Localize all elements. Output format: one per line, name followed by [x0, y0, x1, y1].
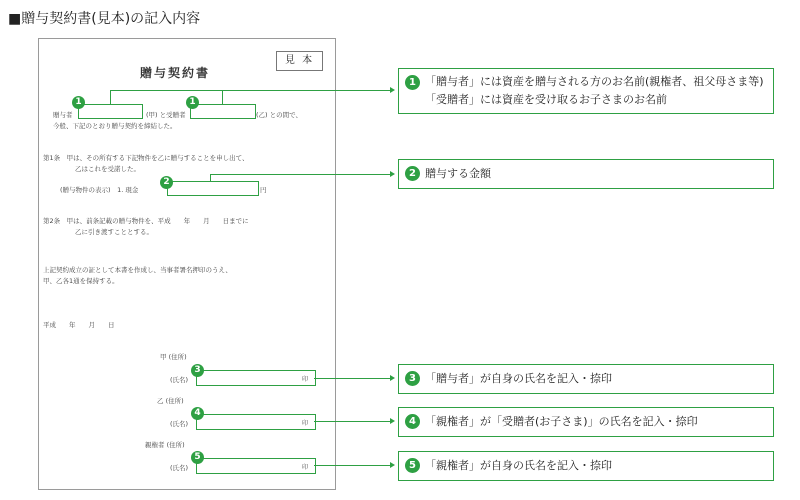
yen-label: 円 [260, 186, 267, 194]
contract-intro: 今般、下記のとおり贈与契約を締結した。 [53, 122, 177, 130]
seal-mark: 印 [302, 464, 309, 471]
article2-line2: 乙に引き渡すこととする。 [75, 228, 153, 236]
seal-mark: 印 [302, 376, 309, 383]
sample-stamp: 見 本 [276, 51, 323, 71]
callout-3-text: 「贈与者」が自身の氏名を記入・捺印 [425, 372, 612, 385]
ko-label: (甲) と受贈者 [146, 111, 186, 119]
date-line: 平成 年 月 日 [43, 321, 115, 329]
recipient-name-field [190, 104, 256, 119]
arrow-icon [390, 87, 395, 93]
article2-line1: 第2条 甲は、前条記載の贈与物件を、平成 年 月 日までに [43, 217, 249, 225]
callout-1 [398, 68, 774, 114]
page-heading: ■贈与契約書(見本)の記入内容 [8, 11, 201, 27]
marker-2: 2 [160, 176, 173, 189]
gift-label: (贈与物件の表示) 1. 現金 [60, 186, 139, 194]
callout-4 [398, 407, 774, 437]
closing-line1: 上記契約成立の証として本書を作成し、当事者署名押印のうえ、 [43, 266, 232, 274]
marker-4: 4 [191, 407, 204, 420]
marker-3: 3 [191, 364, 204, 377]
ko-address-label: 甲 (住所) [160, 353, 187, 361]
connector-line [110, 90, 111, 104]
arrow-icon [390, 375, 395, 381]
otsu-address-label: 乙 (住所) [157, 397, 184, 405]
marker-5: 5 [191, 451, 204, 464]
callout-4-number: 4 [405, 414, 420, 429]
connector-line [210, 174, 211, 181]
connector-line [210, 174, 390, 175]
callout-2-number: 2 [405, 166, 420, 181]
connector-line [314, 465, 390, 466]
connector-line [110, 90, 390, 91]
callout-5-number: 5 [405, 458, 420, 473]
seal-mark: 印 [302, 420, 309, 427]
donor-name-field [78, 104, 143, 119]
callout-1-number: 1 [405, 75, 420, 90]
gift-amount-field [167, 181, 259, 196]
connector-line [314, 378, 390, 379]
donor-label: 贈与者 [53, 111, 73, 119]
article1-line1: 第1条 甲は、その所有する下記物件を乙に贈与することを申し出て、 [43, 154, 249, 162]
ko-name-label: (氏名) [170, 376, 189, 384]
closing-line2: 甲、乙各1通を保持する。 [43, 277, 119, 285]
callout-1-text: 「贈与者」には資産を贈与される方のお名前(親権者、祖父母さま等)「受贈者」には資産を受け取るお子さまのお名前 [425, 75, 764, 106]
donor-signature-field [196, 370, 316, 386]
arrow-icon [390, 171, 395, 177]
callout-2-text: 贈与する金額 [425, 167, 491, 180]
connector-line [314, 421, 390, 422]
document-title: 贈与契約書 [140, 66, 211, 80]
recipient-signature-field [196, 414, 316, 430]
connector-line [222, 90, 223, 104]
marker-1-recipient: 1 [186, 96, 199, 109]
callout-3-number: 3 [405, 371, 420, 386]
callout-3 [398, 364, 774, 394]
article1-line2: 乙はこれを受諾した。 [75, 165, 140, 173]
otsu-label: (乙) との間で、 [256, 111, 303, 119]
guardian-name-label: (氏名) [170, 464, 189, 472]
arrow-icon [390, 462, 395, 468]
callout-5-text: 「親権者」が自身の氏名を記入・捺印 [425, 459, 612, 472]
guardian-address-label: 親権者 (住所) [145, 441, 185, 449]
callout-2 [398, 159, 774, 189]
guardian-signature-field [196, 458, 316, 474]
marker-1-donor: 1 [72, 96, 85, 109]
arrow-icon [390, 418, 395, 424]
otsu-name-label: (氏名) [170, 420, 189, 428]
callout-4-text: 「親権者」が「受贈者(お子さま)」の氏名を記入・捺印 [425, 415, 698, 428]
callout-5 [398, 451, 774, 481]
